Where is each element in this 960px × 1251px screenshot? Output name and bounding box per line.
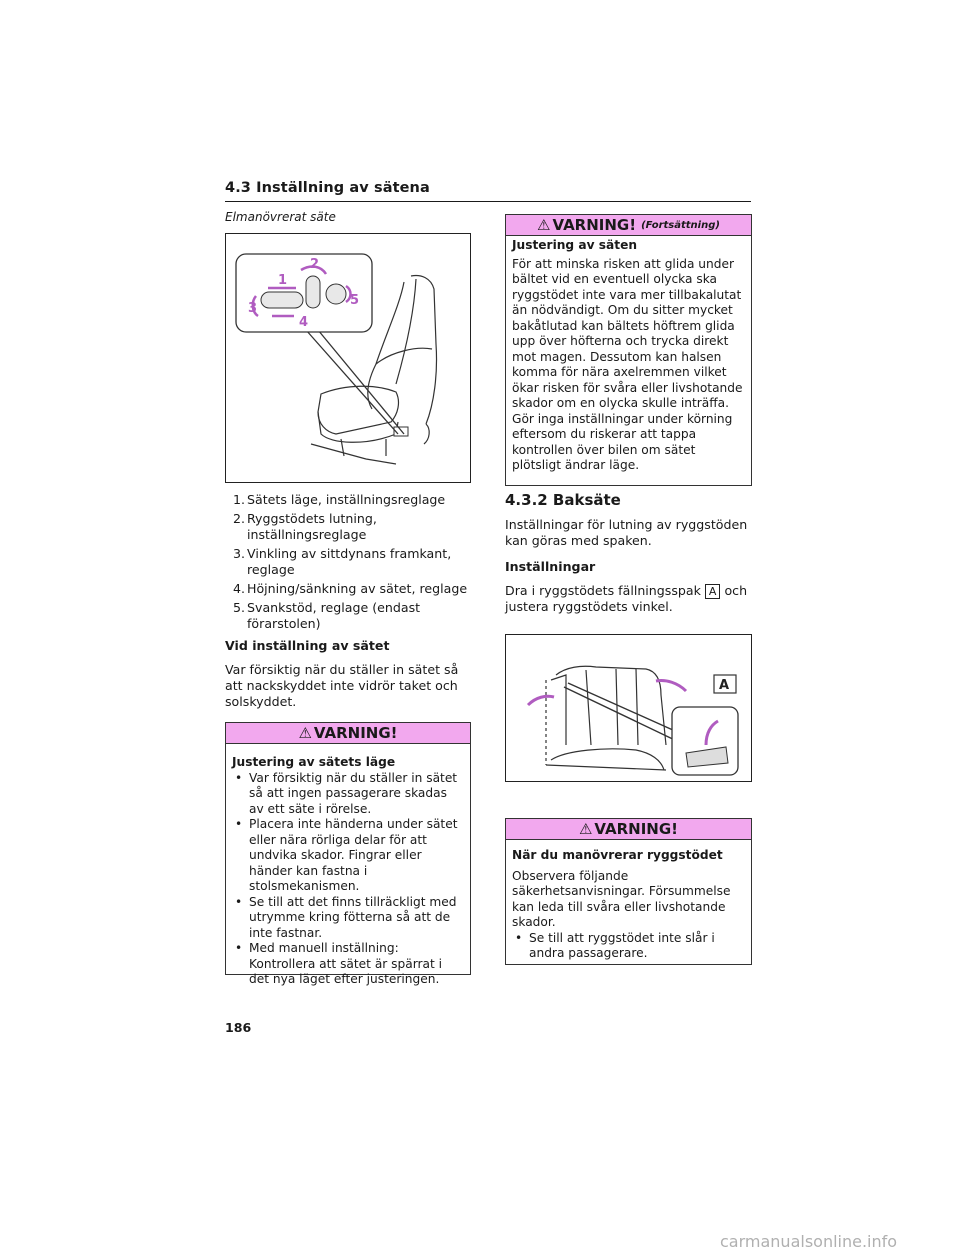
list-item: 4. Höjning/sänkning av sätet, reglage (232, 581, 468, 596)
warning-box-seat-adjust (505, 214, 752, 486)
list-item: 5. Svankstöd, reglage (endast förarstolen) (232, 600, 421, 631)
callout-1: 1 (278, 273, 288, 288)
warning-icon: ⚠ (537, 216, 551, 234)
power-seat-figure (225, 233, 471, 483)
list-item: 3. Vinkling av sittdynans framkant, reglage (232, 546, 452, 577)
warning-box-seat-position (225, 722, 471, 986)
warning-bullet: • Se till att det finns tillräckligt med utrymme kring fötterna så att de inte fastnar. (235, 894, 457, 940)
rear-settings-heading: Inställningar (505, 559, 596, 574)
callout-5: 5 (350, 293, 360, 308)
continued-label: (Fortsättning) (641, 219, 720, 231)
warning-heading: När du manövrerar ryggstödet (512, 848, 723, 862)
adjust-text: Var försiktig när du ställer in sätet så att nackskyddet inte vidrör taket och solskyddet. (225, 662, 459, 709)
callout-4: 4 (299, 315, 309, 330)
rear-seat-heading: 4.3.2 Baksäte (505, 491, 621, 509)
warning-bullet: • Placera inte händerna under sätet eller nära rörliga delar för att undvika skador. Fingrar eller händer kan fastna i stolsmekanismen. (235, 817, 458, 893)
section-rule (225, 201, 751, 202)
callout-3: 3 (248, 301, 258, 316)
warning-text: Observera följande säkerhetsanvisningar. Försummelse kan leda till svåra eller livshotande skador. (512, 868, 731, 929)
section-title: 4.3 Inställning av sätena (225, 180, 430, 196)
warning-bullet: • Var försiktig när du ställer in sätet så att ingen passagerare skadas av ett säte i rörelse. (235, 770, 458, 816)
rear-seat-illustration (506, 635, 751, 781)
control-list (225, 492, 475, 635)
warning-box-backrest (505, 818, 752, 965)
figure-caption: Elmanövrerat säte (225, 210, 336, 224)
list-item: 1. Sätets läge, inställningsreglage (232, 492, 446, 507)
warning-icon: ⚠ (298, 724, 312, 742)
warning-heading: Justering av sätets läge (232, 755, 396, 769)
warning-text: För att minska risken att glida under bältet vid en eventuell olycka ska ryggstödet inte vara mer tillbakalutat än nödvändigt. Om du sitter mycket bakåtlutad kan bältets höftrem glida upp över höfterna och trycka direkt mot magen. Dessutom kan halsen komma för nära axelremmen vilket ökar risken för svåra eller livshotande skador om en olycka skulle inträffa. Gör inga inställningar under körning eftersom du riskerar att tappa kontrollen över bilen om sätet plötsligt ändrar läge. (512, 256, 743, 472)
warning-heading: Justering av säten (512, 238, 638, 252)
page-number: 186 (225, 1020, 252, 1035)
warning-header: ⚠ VARNING! (Fortsättning) (506, 215, 751, 236)
warning-header: ⚠ VARNING! (226, 723, 470, 744)
watermark: carmanualsonline.info (720, 1232, 898, 1251)
figure-label-a: A (719, 678, 730, 693)
list-item: 2. Ryggstödets lutning, inställningsreglage (232, 511, 377, 542)
warning-icon: ⚠ (578, 820, 593, 838)
callout-2: 2 (310, 257, 320, 272)
rear-intro: Inställningar för lutning av ryggstöden kan göras med spaken. (505, 517, 748, 548)
adjust-heading: Vid inställning av sätet (225, 638, 390, 653)
rear-instruction: Dra i ryggstödets fällningsspak A och justera ryggstödets vinkel. (505, 583, 748, 614)
warning-bullet: • Med manuell inställning: Kontrollera att sätet är spärrat i det nya läget efter justeringen. (235, 941, 443, 986)
rear-seat-figure (505, 634, 752, 782)
warning-bullet: • Se till att ryggstödet inte slår i andra passagerare. (515, 930, 715, 960)
warning-header: ⚠ VARNING! (506, 819, 751, 840)
lever-key-a: A (705, 584, 721, 599)
power-seat-illustration (226, 234, 470, 482)
